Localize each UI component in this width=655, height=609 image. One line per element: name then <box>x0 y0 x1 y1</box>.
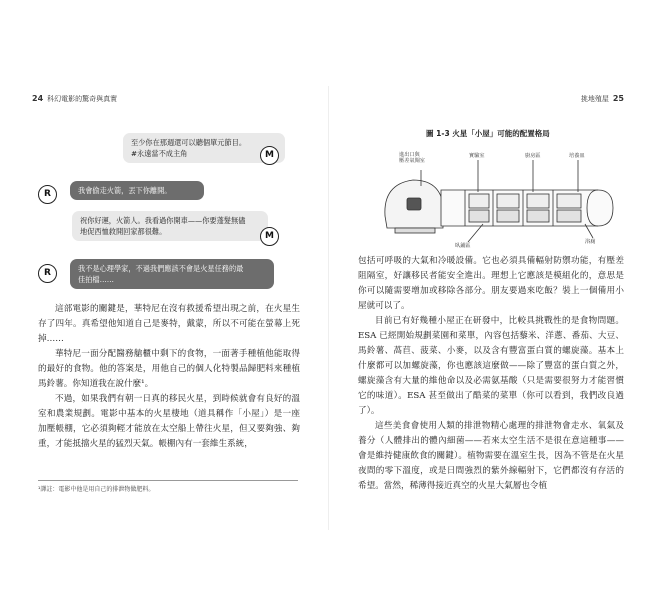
avatar-r: R <box>38 264 57 283</box>
label-entrance: 進出口與 壓差氣閘室 <box>399 152 425 164</box>
avatar-m: M <box>260 227 279 246</box>
right-paragraph-2: 目前已有好幾種小屋正在研發中，比較具挑戰性的是食物問題。ESA 已經開始規劃菜園和菜單，內容包括藜米、洋蔥、番茄、大豆、馬鈴薯、萵苣、菠菜、小麥，以及含有豐富蛋白質的螺旋藻。基本上什麼都可以加螺旋藻，你也應該這麼做——除了豐富的蛋白質之外，螺旋藻含有大量的維他命以及必需氨基酸（只是需要很努力才能習慣它的味道）。ESA 甚至做出了酷菜的菜單（你可以看到，我們改良過了）。 <box>358 316 624 416</box>
chat-1-line-1: 至少你在那週還可以聽個單元節目。 <box>131 138 247 147</box>
left-page-number: 24 <box>32 94 44 103</box>
chat-1-line-2: #永遠當不成主角 <box>131 149 188 158</box>
left-page-header <box>32 94 117 104</box>
chat-2-line-1: 我會偷走火箭，丟下你離開。 <box>78 186 172 195</box>
right-running-head: 挑地殖屋 <box>580 95 609 103</box>
chat-bubble-3 <box>72 211 268 241</box>
chat-bubble-4 <box>70 259 274 289</box>
right-page-number: 25 <box>612 94 624 103</box>
book-gutter <box>328 86 329 530</box>
book-spread <box>28 86 628 530</box>
right-body-text <box>358 254 624 494</box>
left-paragraph-2: 華特尼一面分配醫務艙櫃中剩下的食物，一面著手種植他能取得的最好的食物。他的答案是，用他自己的個人化特製品歸肥料來種植馬鈴薯。你知道我在說什麼¹。 <box>38 349 300 389</box>
right-paragraph-3: 這些美食會使用人類的排泄物精心處理的排泄物會走水、氧氣及養分（人體排出的體內細菌——若來太空生活不是很在意這種事——會是維持健康飲食的關鍵）。植物需要在溫室生長，因為不管是在火星夜間的零下溫度，或是日間強烈的紫外線輻射下，它們都沒有存活的希望。當然，稀薄得接近真空的火星大氣層也令植 <box>358 421 624 491</box>
left-paragraph-3: 不過，如果我們有朝一日真的移民火星，到時候就會有良好的溫室和農業規劃。電影中基本的火星棲地（道具稱作「小屋」）是一座加壓帳棚，它必須夠輕才能放在太空船上帶往火星，但又要夠強、夠重，才能抵擋火星的猛烈天氣。帳棚內有一套維生系統， <box>38 394 300 449</box>
label-lab: 實驗室 <box>469 153 485 159</box>
right-paragraph-1: 包括可呼吸的大氣和冷暖設備。它也必須具備輻射防禦功能，有壓差阻隔室，好讓移民者能安全進出。理想上它應該是模組化的，意思是你可以隨需要增加或移除各部分。朋友要過來吃飯？裝上一個備用小屋就可以了。 <box>358 256 624 311</box>
chat-bubble-2 <box>70 181 204 200</box>
label-kitchen: 廚房區 <box>525 153 541 159</box>
label-bedroom: 臥鋪區 <box>455 243 471 249</box>
chat-3-line-2: 地促西恤救開回家都很難。 <box>80 227 167 236</box>
figure-title: 圖 1-3 火星「小屋」可能的配置格局 <box>426 129 550 138</box>
avatar-r: R <box>38 185 57 204</box>
chat-3-line-1: 祝你好運，火箭人。我看過你開車——你要蓬髮無儘 <box>80 216 246 225</box>
right-page-header <box>581 94 624 104</box>
chat-4-line-1: 我不是心理學家，不過我們應該不會是火星任務的最 <box>78 264 244 273</box>
avatar-m: M <box>260 146 279 165</box>
label-farm: 培養皿 <box>569 153 585 159</box>
footnote: ¹譯註：電影中他是用自己的排泄物做肥料。 <box>38 480 298 493</box>
left-body-text <box>38 302 300 452</box>
chat-4-line-2: 佳拍檔…… <box>78 275 114 284</box>
left-paragraph-1: 這部電影的關鍵是，華特尼在沒有救援希望出現之前，在火星生存了四年。真希望他知道自己是麥特，戴蒙，所以不可能在螢幕上死掉…… <box>38 304 300 344</box>
label-bathroom: 浴廁 <box>585 239 596 245</box>
left-running-head: 科幻電影的驚奇與真實 <box>47 95 118 103</box>
habitat-figure <box>373 146 623 251</box>
